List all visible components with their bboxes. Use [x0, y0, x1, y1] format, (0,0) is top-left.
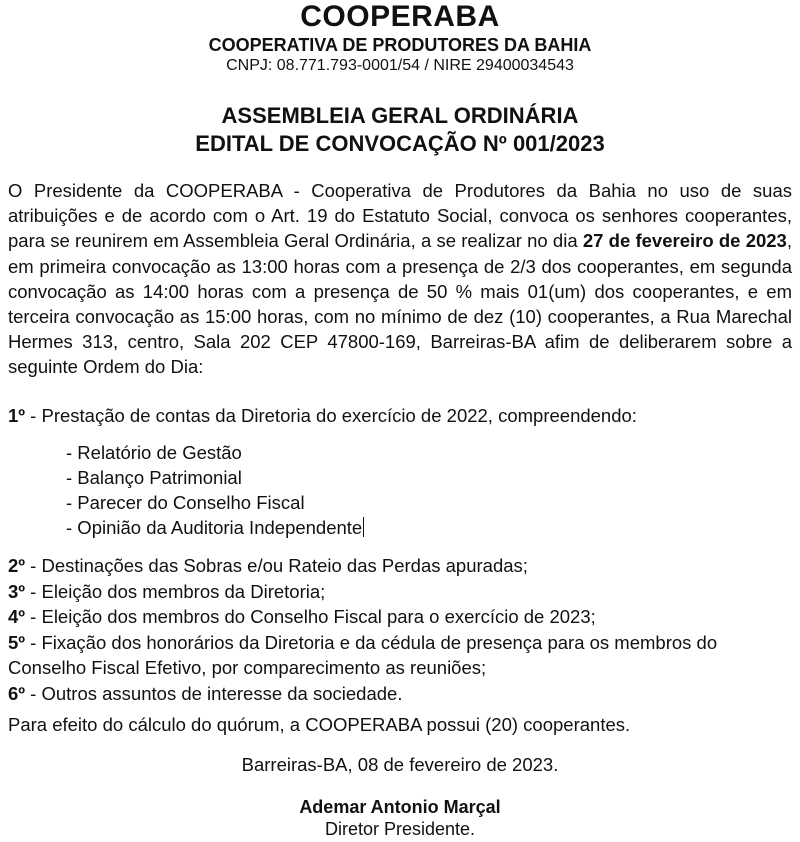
agenda-item-6	[8, 681, 792, 707]
agenda-item-number: 2º	[8, 555, 26, 576]
agenda-item-1	[8, 403, 792, 428]
agenda-subitems	[66, 440, 766, 540]
agenda-items	[8, 553, 792, 706]
agenda-item-text: - Destinações das Sobras e/ou Rateio das Perdas apuradas;	[25, 555, 528, 576]
signatory-name: Ademar Antonio Marçal	[299, 797, 501, 817]
agenda-item-number: 5º	[8, 631, 26, 653]
intro-paragraph	[8, 178, 792, 380]
agenda-item-text: - Fixação dos honorários da Diretoria e da cédula de presença para os membros do Conselho Fiscal Efetivo, por comparecimento as reuniões;	[8, 631, 718, 678]
notice-title: EDITAL DE CONVOCAÇÃO Nº 001/2023	[195, 131, 605, 156]
subitem: - Balanço Patrimonial	[66, 467, 242, 488]
org-registration-ids: CNPJ: 08.771.793-0001/54 / NIRE 29400034543	[226, 57, 574, 74]
agenda-item-text: - Outros assuntos de interesse da sociedade.	[25, 682, 403, 704]
assembly-title: ASSEMBLEIA GERAL ORDINÁRIA	[221, 103, 579, 128]
subitem: - Parecer do Conselho Fiscal	[66, 492, 305, 513]
agenda-item-5	[8, 630, 792, 681]
quorum-statement: Para efeito do cálculo do quórum, a COOPERABA possui (20) cooperantes.	[8, 714, 631, 735]
agenda-item-number: 6º	[8, 682, 26, 704]
agenda-item-4	[8, 604, 792, 630]
subitem-text: - Opinião da Auditoria Independente	[66, 517, 363, 538]
meeting-date: 27 de fevereiro de 2023	[582, 230, 787, 252]
intro-text-part2: , em primeira convocação as 13:00 horas com a presença de 2/3 dos cooperantes, em segunda convocação as 14:00 horas com a presença de 50 % mais 01(um) dos cooperantes, e em terceira convocação as 15:00 horas, com no mínimo de dez (10) cooperantes, a Rua Marechal Hermes 313, centro, Sala 202 CEP 47800-169, Barreiras-BA afim de deliberarem sobre a seguinte Ordem do Dia:	[8, 230, 792, 378]
agenda-item-number: 1º	[8, 405, 26, 426]
agenda-item-3	[8, 579, 792, 605]
agenda-item-2	[8, 553, 792, 579]
org-full-name: COOPERATIVA DE PRODUTORES DA BAHIA	[208, 35, 592, 55]
subitem-last	[66, 515, 766, 540]
agenda-item-number: 3º	[8, 580, 26, 602]
agenda-item-text: - Eleição dos membros da Diretoria;	[25, 580, 326, 602]
intro-text-part1: O Presidente da COOPERABA - Cooperativa de Produtores da Bahia no uso de suas atribuições e de acordo com o Art. 19 do Estatuto Social, convoca os senhores cooperantes, para se reunirem em Assembleia Geral Ordinária, a se realizar no dia	[8, 180, 792, 252]
agenda-item-text: - Prestação de contas da Diretoria do exercício de 2022, compreendendo:	[25, 405, 637, 426]
place-and-date: Barreiras-BA, 08 de fevereiro de 2023.	[241, 754, 559, 775]
agenda-item-text: - Eleição dos membros do Conselho Fiscal para o exercício de 2023;	[25, 606, 596, 627]
signatory-role: Diretor Presidente.	[324, 819, 476, 839]
agenda-item-number: 4º	[8, 606, 26, 627]
org-name: COOPERABA	[300, 0, 500, 33]
subitem: - Relatório de Gestão	[66, 442, 242, 463]
text-cursor	[363, 517, 364, 537]
